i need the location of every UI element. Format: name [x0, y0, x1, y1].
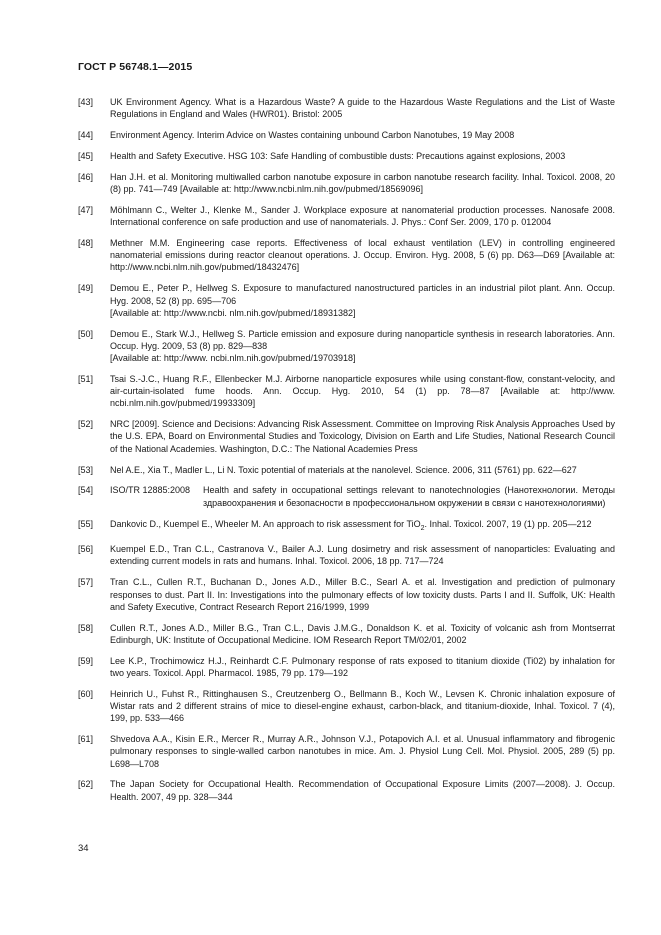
standard-code: ISO/TR 12885:2008	[110, 485, 191, 496]
reference-item	[78, 282, 615, 319]
reference-number: [57]	[78, 577, 94, 588]
reference-number: [61]	[78, 734, 94, 745]
reference-number: [52]	[78, 419, 94, 430]
reference-item	[78, 543, 615, 567]
subscript: 2	[420, 524, 425, 532]
page-number: 34	[78, 843, 89, 854]
reference-text: Han J.H. et al. Monitoring multiwalled carbon nanotube exposure in carbon nanotube research facility. Inhal. Toxicol. 2008, 20 (8) pp. 741—749 [Available at: http://www.ncbi.nlm.nih.gov/pubmed/18569096]	[110, 171, 615, 195]
reference-text: Cullen R.T., Jones A.D., Miller B.G., Tran C.L., Davis J.M.G., Donaldson K. et al. Toxicity of volcanic ash from Montserrat Edinburgh, UK: Institute of Occupational Medicine. IOM Research Report TM/02/01, 2002	[110, 622, 615, 645]
reference-text: Shvedova A.A., Kisin E.R., Mercer R., Murray A.R., Johnson V.J., Potapovich A.I. et al. Unusual inflammatory and fibrogenic pulmonary responses to single-walled carbon nanotubes in mice. Am. J. Physiol Lung Cell. Mol. Physiol. 2005, 289 (5) pp. L698—L708	[110, 734, 615, 769]
reference-number: [48]	[78, 238, 94, 249]
reference-url: [Available at: http://www. ncbi.nlm.nih.gov/pubmed/19703918]	[110, 353, 356, 364]
reference-text: Heinrich U., Fuhst R., Rittinghausen S., Creutzenberg O., Bellmann B., Koch W., Levsen K. Chronic inhalation exposure of Wistar rats and 2 different strains of mice to diesel-engine exhaust, carbon-black, and titanium-dioxide, Inhal. Toxicol. 7 (4), 199, pp. 533—466	[110, 688, 615, 724]
reference-item	[78, 778, 615, 802]
reference-item	[78, 237, 615, 274]
reference-text: Methner M.M. Engineering case reports. Effectiveness of local exhaust ventilation (LEV) in controlling engineered nanomaterial emissions during reactor cleanout operations. J. Occup. Environ. Hyg. 2008, 5 (6) pp. D63—D69 [Available at: http://www.ncbi.nlm.nih.gov/pubmed/18432476]	[110, 238, 615, 273]
reference-number: [49]	[78, 283, 94, 294]
reference-number: [46]	[78, 171, 94, 182]
reference-number: [55]	[78, 518, 94, 529]
reference-number: [59]	[78, 655, 94, 666]
reference-item	[78, 518, 615, 535]
reference-number: [56]	[78, 544, 94, 555]
reference-text	[110, 518, 615, 535]
reference-number: [53]	[78, 464, 94, 475]
reference-number: [45]	[78, 150, 94, 161]
reference-number: [62]	[78, 779, 94, 790]
reference-number: [60]	[78, 688, 94, 699]
reference-text: Demou E., Stark W.J., Hellweg S. Particle emission and exposure during nanoparticle synthesis in research laboratories. Ann. Occup. Hyg. 2009, 53 (8) pp. 829—838	[110, 328, 615, 351]
reference-text: The Japan Society for Occupational Health. Recommendation of Occupational Exposure Limits (2007—2008). J. Occup. Health. 2007, 49 pp. 328—344	[110, 779, 615, 802]
reference-item	[78, 464, 615, 476]
reference-item	[78, 171, 615, 195]
reference-item	[78, 96, 615, 120]
reference-item	[78, 418, 615, 455]
reference-item	[78, 688, 615, 725]
reference-item	[78, 622, 615, 646]
reference-number: [50]	[78, 328, 94, 339]
reference-number: [47]	[78, 204, 94, 215]
reference-item	[78, 129, 615, 141]
reference-text-part: Dankovic D., Kuempel E., Wheeler M. An approach to risk assessment for TiO	[110, 518, 421, 529]
reference-item	[78, 328, 615, 365]
reference-item	[78, 204, 615, 228]
reference-text: Demou E., Peter P., Hellweg S. Exposure to manufactured nanostructured particles in an industrial pilot plant. Ann. Occup. Hyg. 2008, 52 (8) pp. 695—706	[110, 283, 615, 306]
reference-text: Lee K.P., Trochimowicz H.J., Reinhardt C.F. Pulmonary response of rats exposed to titanium dioxide (Ti02) by inhalation for two years. Toxicol. Appl. Pharmacol. 1985, 79 pp. 179—192	[110, 655, 615, 678]
reference-number: [43]	[78, 97, 94, 107]
reference-text: Nel A.E., Xia T., Madler L., Li N. Toxic potential of materials at the nanolevel. Science. 2006, 311 (5761) pp. 622—627	[110, 464, 577, 475]
reference-item	[78, 150, 615, 162]
reference-item	[78, 733, 615, 770]
document-header: ГОСТ Р 56748.1—2015	[78, 61, 193, 73]
reference-text-part: . Inhal. Toxicol. 2007, 19 (1) pp. 205—212	[424, 518, 592, 529]
reference-list	[78, 96, 615, 811]
reference-number: [51]	[78, 373, 94, 384]
reference-item	[78, 655, 615, 679]
reference-text: Tran C.L., Cullen R.T., Buchanan D., Jones A.D., Miller B.C., Searl A. et al. Investigation and prediction of pulmonary responses to dust. Part II. In: Investigations into the pulmonary effects of low toxicity dusts. Parts I and II. Suffolk, UK: Health and Safety Executive, Contract Research Report 216/1999, 1999	[110, 577, 615, 612]
reference-text: Environment Agency. Interim Advice on Wastes containing unbound Carbon Nanotubes, 19 May 2008	[110, 130, 515, 141]
reference-number: [54]	[78, 485, 94, 496]
reference-item	[78, 373, 615, 410]
reference-text: Möhlmann C., Welter J., Klenke M., Sander J. Workplace exposure at nanomaterial production processes. Nanosafe 2008. International conference on safe production and use of nanomaterials. J. Phys.: Conf Ser. 2009, 170 p. 012004	[110, 204, 615, 228]
reference-url: [Available at: http://www.ncbi. nlm.nih.gov/pubmed/18931382]	[110, 307, 356, 318]
reference-text: Health and Safety Executive. HSG 103: Safe Handling of combustible dusts: Precautions against explosions, 2003	[110, 150, 566, 161]
reference-number: [58]	[78, 622, 94, 633]
reference-item	[78, 576, 615, 613]
reference-text: Tsai S.-J.C., Huang R.F., Ellenbecker M.J. Airborne nanoparticle exposures while using constant-flow, constant-velocity, and air-curtain-isolated fume hoods. Ann. Occup. Hyg. 2010, 54 (1) pp. 78—87 [Available at: http://www. ncbi.nlm.nih.gov/pubmed/19933309]	[110, 373, 615, 409]
reference-text: Health and safety in occupational settings relevant to nanotechnologies (Нанотехнологии. Методы здравоохранения и безопасности в профессиональном окружении в связи с нанотехнологиями)	[203, 485, 615, 508]
reference-text: Kuempel E.D., Tran C.L., Castranova V., Bailer A.J. Lung dosimetry and risk assessment of nanoparticles: Evaluating and extending current models in rats and humans. Inhal. Toxicol. 2006, 18 pp. 717—724	[110, 544, 615, 567]
reference-number: [44]	[78, 130, 94, 141]
reference-text: UK Environment Agency. What is a Hazardous Waste? A guide to the Hazardous Waste Regulations and the List of Waste Regulations in England and Wales (HWR01). Bristol: 2005	[110, 97, 615, 120]
reference-item	[78, 484, 615, 508]
reference-text: NRC [2009]. Science and Decisions: Advancing Risk Assessment. Committee on Improving Risk Analysis Approaches Used by the U.S. EPA, Board on Environmental Studies and Toxicology, Division on Earth and Life Studies, National Research Council of the National Academies. Washington, D.C.: The National Academies Press	[110, 419, 615, 454]
